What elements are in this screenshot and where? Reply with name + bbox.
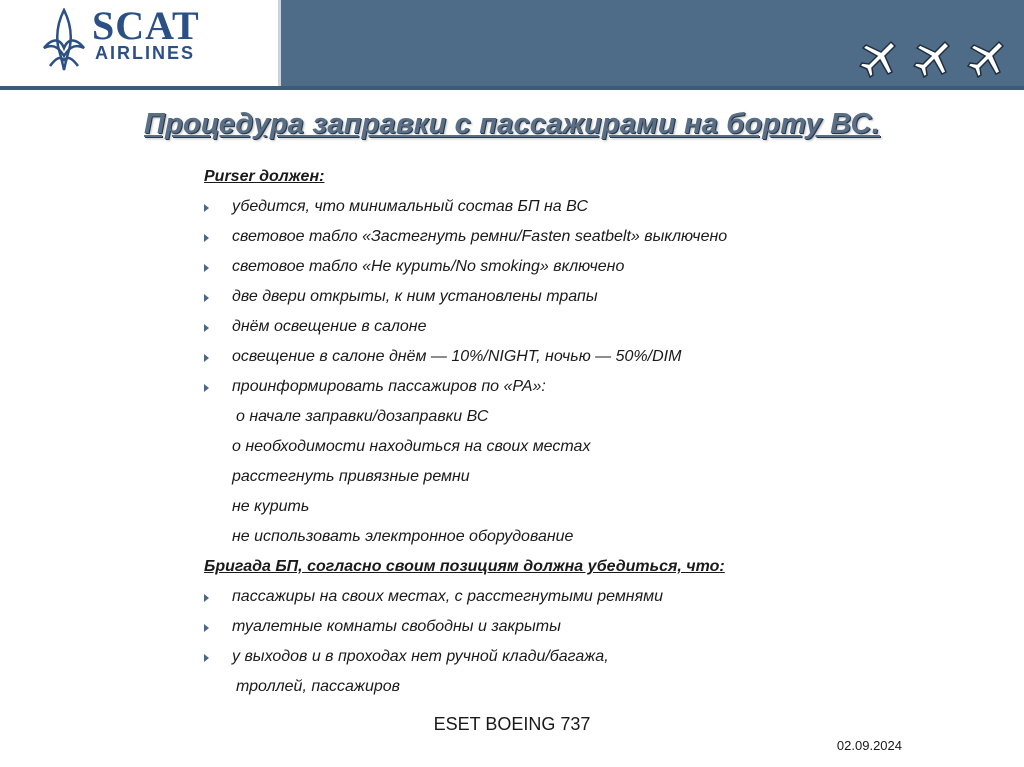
sub-item	[204, 462, 924, 492]
bullet-arrow-icon	[204, 294, 209, 302]
heading-text: Бригада БП, согласно своим позициям должна убедиться, что:	[204, 558, 725, 575]
logo	[0, 0, 281, 86]
heading-text: Purser должен:	[204, 168, 325, 185]
bullet-arrow-icon	[204, 384, 209, 392]
airplane-icon	[966, 38, 1006, 80]
bullet-text: днём освещение в салоне	[232, 318, 427, 335]
bullet-continuation	[204, 672, 924, 702]
bullet-text: световое табло «Не курить/No smoking» включено	[232, 258, 625, 275]
bullet-arrow-icon	[204, 324, 209, 332]
bullet-item	[204, 372, 924, 402]
header-stripe	[0, 86, 1024, 90]
bullet-text: проинформировать пассажиров по «PA»:	[232, 378, 546, 395]
sub-item-text: не использовать электронное оборудование	[232, 528, 574, 545]
bullet-text: освещение в салоне днём — 10%/NIGHT, ночью — 50%/DIM	[232, 348, 682, 365]
sub-item-text: о необходимости находиться на своих местах	[232, 438, 591, 455]
bullet-item	[204, 252, 924, 282]
bullet-text: пассажиры на своих местах, с расстегнутыми ремнями	[232, 588, 664, 605]
bullet-text: световое табло «Застегнуть ремни/Fasten seatbelt» выключено	[232, 228, 728, 245]
bullet-arrow-icon	[204, 654, 209, 662]
bullet-item	[204, 312, 924, 342]
logo-subtitle: AIRLINES	[95, 43, 196, 63]
footer-text: ESET BOEING 737	[433, 714, 591, 734]
slide-title: Процедура заправки с пассажирами на борту ВС.	[144, 108, 880, 140]
logo-emblem-icon	[40, 8, 88, 72]
bullet-arrow-icon	[204, 624, 209, 632]
logo-brand: SCAT	[92, 3, 200, 48]
bullet-arrow-icon	[204, 264, 209, 272]
airplane-icon	[912, 38, 952, 80]
bullet-text: две двери открыты, к ним установлены трапы	[232, 288, 598, 305]
bullet-text: у выходов и в проходах нет ручной клади/багажа,	[232, 648, 609, 665]
sub-item-text: о начале заправки/дозаправки ВС	[236, 408, 489, 425]
section-heading	[204, 162, 924, 192]
sub-item	[204, 522, 924, 552]
sub-item	[204, 492, 924, 522]
bullet-arrow-icon	[204, 594, 209, 602]
bullet-item	[204, 222, 924, 252]
bullet-item	[204, 582, 924, 612]
sub-item	[204, 432, 924, 462]
bullet-item	[204, 612, 924, 642]
bullet-item	[204, 342, 924, 372]
bullet-text: туалетные комнаты свободны и закрыты	[232, 618, 561, 635]
bullet-item	[204, 642, 924, 672]
bullet-arrow-icon	[204, 234, 209, 242]
slide-content	[204, 162, 924, 702]
bullet-arrow-icon	[204, 354, 209, 362]
sub-item-text: не курить	[232, 498, 310, 515]
footer-date: 02.09.2024	[836, 738, 902, 753]
continuation-text: троллей, пассажиров	[236, 678, 400, 695]
sub-item-text: расстегнуть привязные ремни	[232, 468, 470, 485]
bullet-arrow-icon	[204, 204, 209, 212]
sub-item	[204, 402, 924, 432]
airplane-icon	[858, 38, 898, 80]
airplane-icons	[858, 38, 1006, 80]
bullet-item	[204, 192, 924, 222]
bullet-item	[204, 282, 924, 312]
bullet-text: убедится, что минимальный состав БП на ВС	[232, 198, 589, 215]
section-heading	[204, 552, 924, 582]
